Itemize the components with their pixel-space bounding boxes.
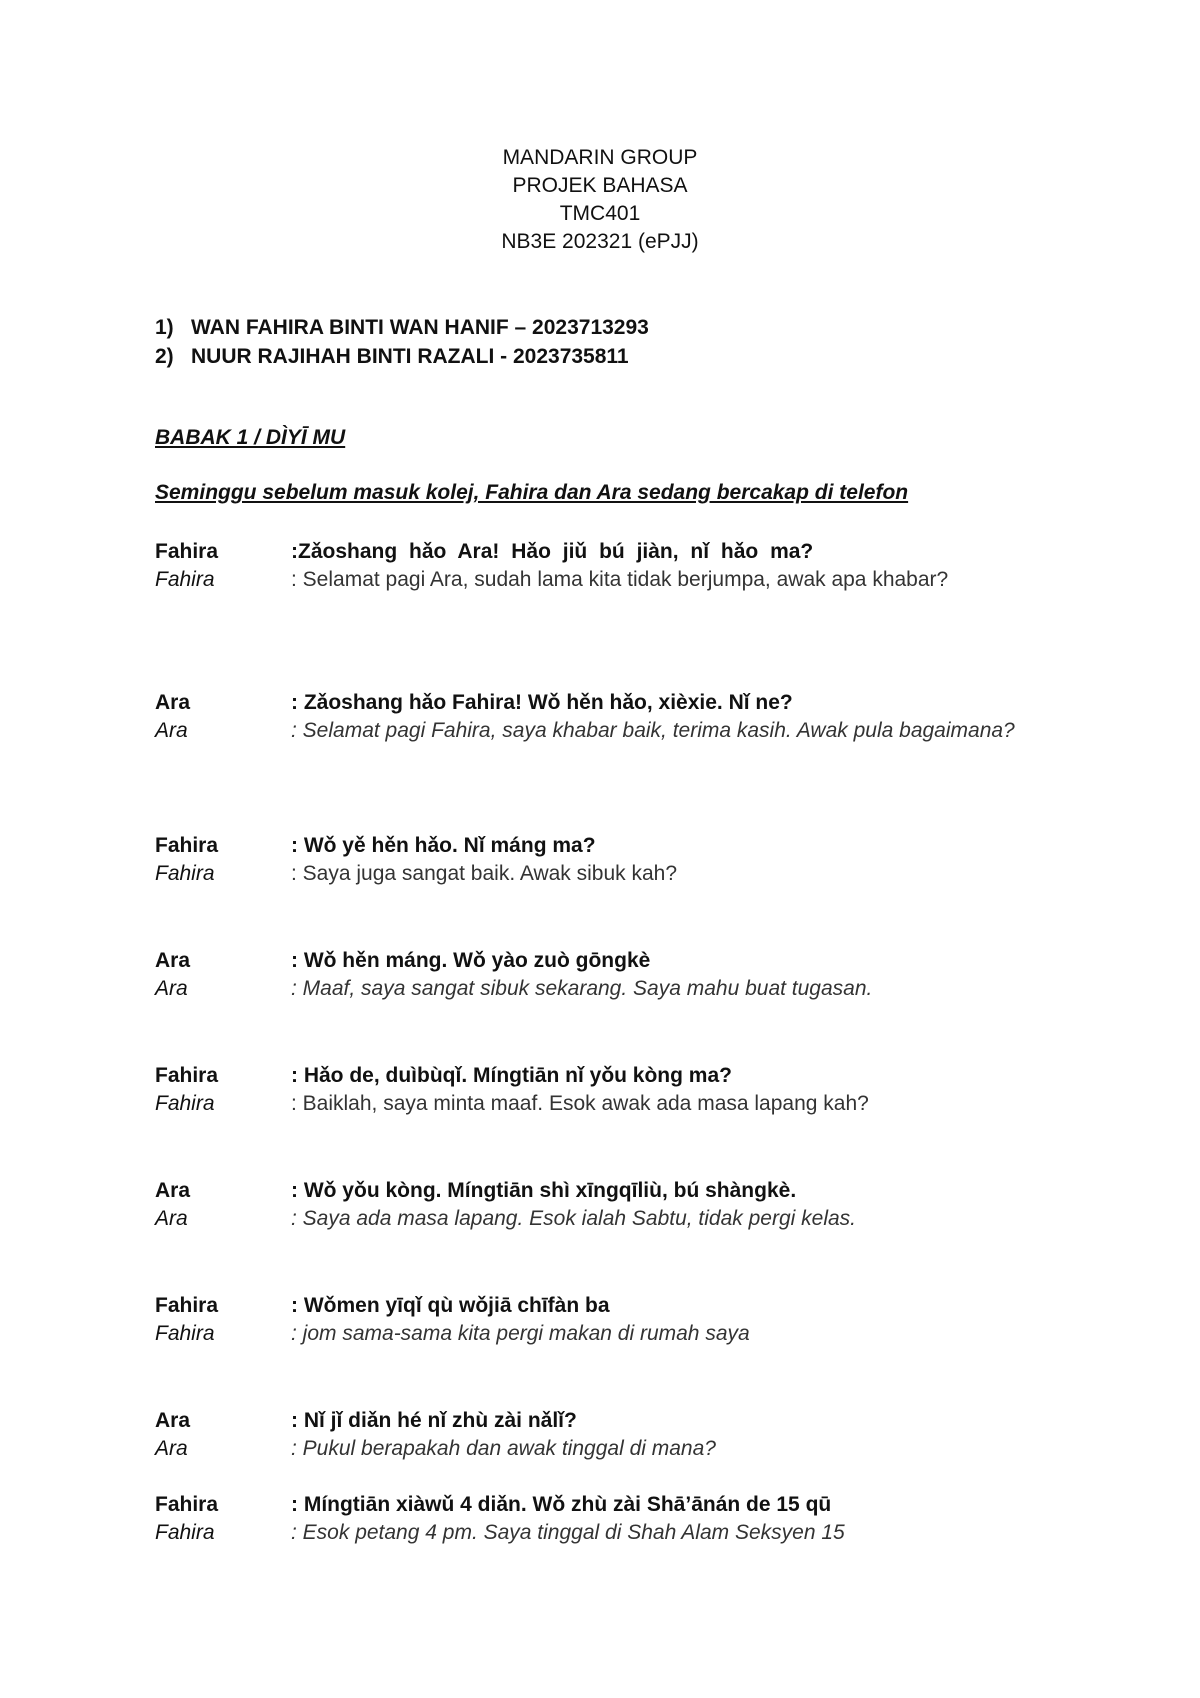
dialogue-turn [155,947,1045,1003]
dialogue-turn [155,1292,1045,1348]
speaker-name: Ara [155,1437,188,1460]
speaker-name: Fahira [155,540,219,563]
malay-text: : Pukul berapakah dan awak tinggal di mana? [291,1437,716,1460]
mandarin-line [155,1407,1045,1435]
dialogue-turn [155,832,1045,888]
malay-line [155,566,1045,594]
malay-line [155,860,1045,888]
member-number: 2) [155,345,174,368]
malay-line [155,1090,1045,1118]
dialogue-turn [155,538,1045,594]
malay-text: : Maaf, saya sangat sibuk sekarang. Saya mahu buat tugasan. [291,977,873,1000]
speaker-name: Ara [155,691,191,714]
header-project: PROJEK BAHASA [512,174,688,197]
member-number: 1) [155,316,174,339]
mandarin-line [155,1177,1045,1205]
header-class: NB3E 202321 (ePJJ) [501,230,699,253]
mandarin-line [155,689,1045,717]
dialogue-turn [155,1062,1045,1118]
dialogue-turn [155,1407,1045,1463]
scene-context: Seminggu sebelum masuk kolej, Fahira dan Ara sedang bercakap di telefon [155,481,909,504]
speaker-name: Ara [155,977,188,1000]
mandarin-line [155,947,1045,975]
dialogue-turn [155,689,1045,745]
malay-line [155,1320,1045,1348]
mandarin-text: : Wǒ yě hěn hǎo. Nǐ máng ma? [291,834,596,857]
malay-text: : Saya juga sangat baik. Awak sibuk kah? [291,862,678,885]
malay-text: : jom sama-sama kita pergi makan di rumah saya [291,1322,750,1345]
malay-line [155,717,1045,745]
mandarin-line [155,1491,1045,1519]
dialogue-turn [155,1177,1045,1233]
member-name: NUUR RAJIHAH BINTI RAZALI - 2023735811 [191,345,629,368]
mandarin-text: : Wǒ hěn máng. Wǒ yào zuò gōngkè [291,949,651,972]
mandarin-line [155,1062,1045,1090]
speaker-name: Fahira [155,1294,219,1317]
member-item [155,313,649,342]
speaker-name: Fahira [155,862,215,885]
header-course-code: TMC401 [559,202,641,225]
mandarin-line [155,1292,1045,1320]
malay-text: : Baiklah, saya minta maaf. Esok awak ada masa lapang kah? [291,1092,869,1115]
malay-text: : Esok petang 4 pm. Saya tinggal di Shah Alam Seksyen 15 [291,1521,845,1544]
speaker-name: Fahira [155,1521,215,1544]
mandarin-text: : Wǒmen yīqǐ qù wǒjiā chīfàn ba [291,1294,610,1317]
member-list [155,313,649,371]
speaker-name: Ara [155,1179,191,1202]
speaker-name: Ara [155,949,191,972]
malay-line [155,1519,1045,1547]
mandarin-line [155,832,1045,860]
speaker-name: Fahira [155,834,219,857]
speaker-name: Fahira [155,1064,219,1087]
scene-title: BABAK 1 / DÌYĪ MU [155,426,346,449]
dialogue-turn [155,1491,1045,1547]
mandarin-text: : Míngtiān xiàwǔ 4 diǎn. Wǒ zhù zài Shā’ānán de 15 qū [291,1493,832,1516]
mandarin-text: : Zǎoshang hǎo Fahira! Wǒ hěn hǎo, xièxie. Nǐ ne? [291,691,793,714]
document-header [0,144,1200,256]
mandarin-text: : Nǐ jǐ diǎn hé nǐ zhù zài nǎlǐ? [291,1409,577,1432]
mandarin-line [155,538,1045,566]
mandarin-text: : Hǎo de, duìbùqǐ. Míngtiān nǐ yǒu kòng ma? [291,1064,732,1087]
member-item [155,342,649,371]
speaker-name: Fahira [155,568,215,591]
speaker-name: Ara [155,719,188,742]
malay-line [155,975,1045,1003]
speaker-name: Ara [155,1207,188,1230]
malay-text: : Selamat pagi Ara, sudah lama kita tidak berjumpa, awak apa khabar? [291,568,949,591]
speaker-name: Ara [155,1409,191,1432]
malay-text: : Saya ada masa lapang. Esok ialah Sabtu, tidak pergi kelas. [291,1207,857,1230]
header-group: MANDARIN GROUP [502,146,698,169]
malay-line [155,1435,1045,1463]
mandarin-text: : Wǒ yǒu kòng. Míngtiān shì xīngqīliù, bú shàngkè. [291,1179,797,1202]
speaker-name: Fahira [155,1092,215,1115]
malay-text: : Selamat pagi Fahira, saya khabar baik, terima kasih. Awak pula bagaimana? [291,719,1015,742]
mandarin-text: :Zǎoshang hǎo Ara! Hǎo jiǔ bú jiàn, nǐ hǎo ma? [291,540,814,563]
speaker-name: Fahira [155,1322,215,1345]
member-name: WAN FAHIRA BINTI WAN HANIF – 2023713293 [191,316,649,339]
malay-line [155,1205,1045,1233]
speaker-name: Fahira [155,1493,219,1516]
